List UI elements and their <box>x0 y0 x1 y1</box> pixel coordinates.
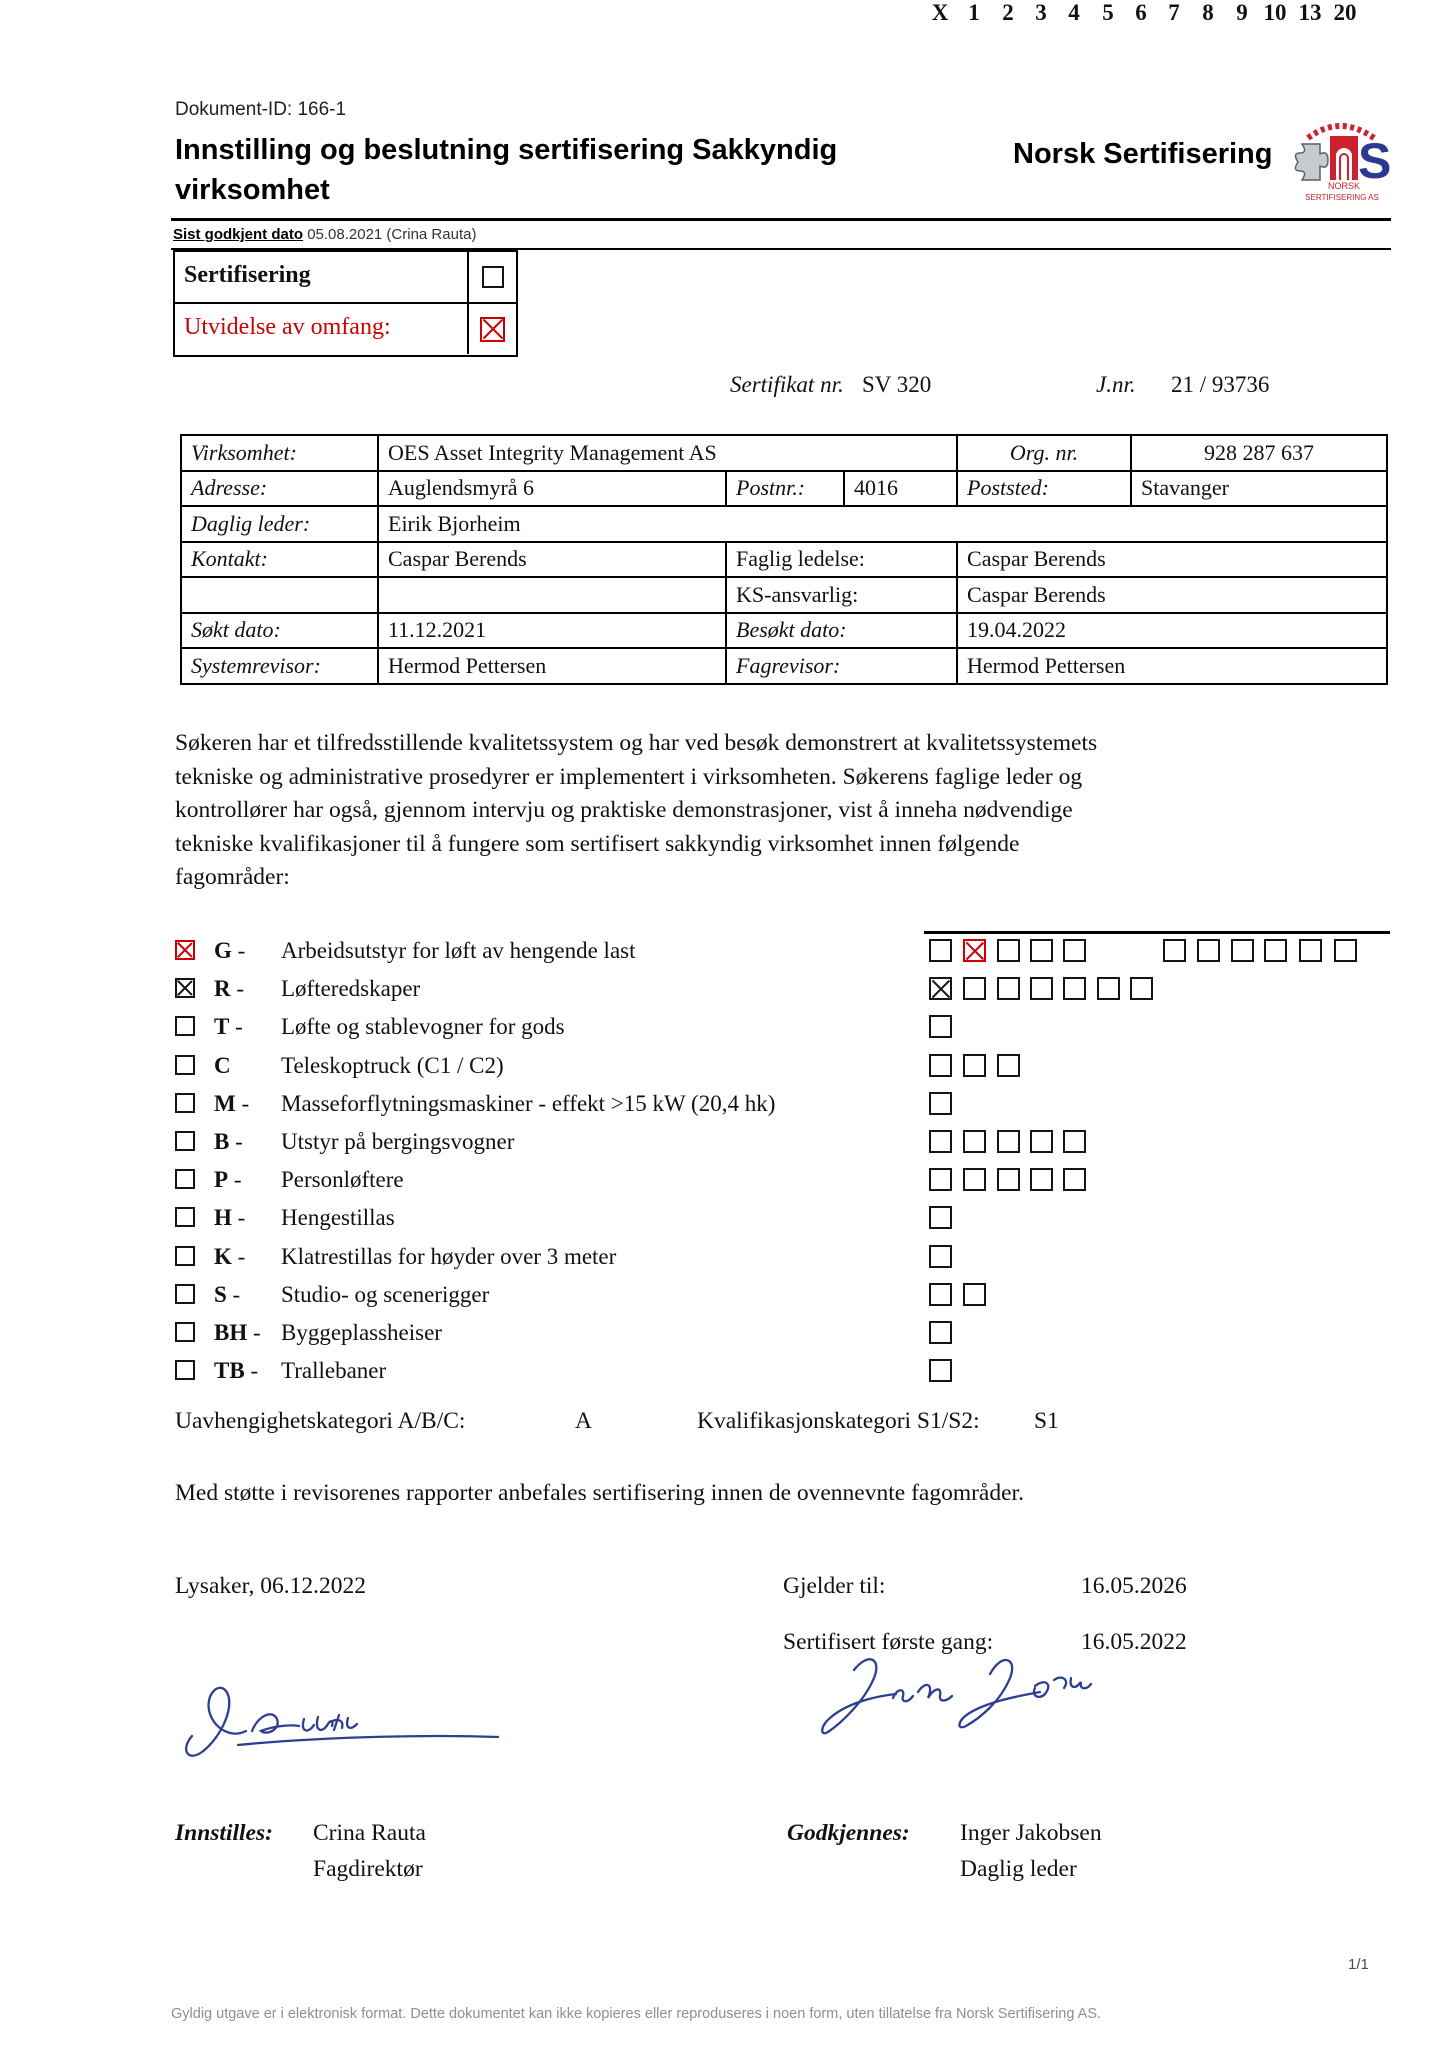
logo-text-line2: SERTIFISERING AS <box>1305 193 1379 202</box>
matrix-checkbox-TB-col0[interactable] <box>929 1359 952 1382</box>
info-cell: Caspar Berends <box>957 577 1387 613</box>
category-checkbox-BH[interactable] <box>175 1322 195 1342</box>
last-approved-label: Sist godkjent dato <box>173 226 304 243</box>
category-checkbox-K[interactable] <box>175 1246 195 1266</box>
matrix-col-header: 7 <box>1168 0 1180 25</box>
matrix-checkbox-G-col8[interactable] <box>1197 939 1220 962</box>
matrix-checkbox-P-col4[interactable] <box>1063 1168 1086 1191</box>
matrix-checkbox-B-col0[interactable] <box>929 1130 952 1153</box>
info-cell: Søkt dato: <box>181 613 378 649</box>
matrix-col-header: 4 <box>1068 0 1080 25</box>
info-cell: 19.04.2022 <box>957 613 1387 649</box>
info-cell: Kontakt: <box>181 542 378 578</box>
category-label: Arbeidsutstyr for løft av hengende last <box>281 938 636 963</box>
matrix-checkbox-R-col5[interactable] <box>1097 977 1120 1000</box>
category-code: M - <box>214 1090 250 1116</box>
info-cell: Postnr.: <box>726 471 844 507</box>
matrix-checkbox-B-col4[interactable] <box>1063 1130 1086 1153</box>
category-label: Studio- og scenerigger <box>281 1281 490 1307</box>
last-approved-bar <box>171 218 1391 250</box>
category-code: R - <box>214 976 245 1002</box>
category-label: Trallebaner <box>281 1358 387 1384</box>
matrix-checkbox-S-col0[interactable] <box>929 1283 952 1306</box>
first-certified-value: 16.05.2022 <box>1081 1629 1187 1655</box>
qualification-label: Kvalifikasjonskategori S1/S2: <box>697 1408 980 1434</box>
info-table <box>180 434 1388 685</box>
matrix-col-header: X <box>931 0 949 25</box>
matrix-checkbox-G-col2[interactable] <box>997 939 1020 962</box>
logo-text-line1: NORSK <box>1327 181 1361 191</box>
category-checkbox-S[interactable] <box>175 1284 195 1304</box>
category-checkbox-R[interactable] <box>175 978 195 998</box>
first-certified-label: Sertifisert første gang: <box>783 1629 994 1655</box>
category-checkbox-T[interactable] <box>175 1016 195 1036</box>
matrix-checkbox-G-col1[interactable] <box>963 939 986 962</box>
info-table-row <box>181 613 1387 649</box>
info-cell: Poststed: <box>957 471 1131 507</box>
info-cell: Besøkt dato: <box>726 613 957 649</box>
category-label: Utstyr på bergingsvogner <box>281 1129 515 1154</box>
proposed-by-name: Crina Rauta <box>313 1820 426 1846</box>
norsk-sertifisering-logo-icon <box>1292 112 1392 212</box>
proposed-by-label: Innstilles: <box>175 1820 273 1846</box>
matrix-col-header: 6 <box>1135 0 1147 25</box>
matrix-checkbox-G-col11[interactable] <box>1299 939 1322 962</box>
category-code: T - <box>214 1014 243 1040</box>
svg-text:S: S <box>1358 133 1392 189</box>
category-label: Løfte og stablevogner for gods <box>281 1014 565 1040</box>
category-label: Hengestillas <box>281 1205 395 1231</box>
valid-to-value: 16.05.2026 <box>1081 1573 1187 1599</box>
matrix-checkbox-P-col3[interactable] <box>1030 1168 1053 1191</box>
jnr-value: 21 / 93736 <box>1171 372 1270 397</box>
matrix-header-underline <box>924 931 1390 934</box>
independence-label: Uavhengighetskategori A/B/C: <box>175 1408 466 1434</box>
info-cell <box>181 577 378 613</box>
category-code: C <box>214 1052 231 1078</box>
matrix-checkbox-H-col0[interactable] <box>929 1206 952 1229</box>
matrix-col-header: 10 <box>1263 0 1287 25</box>
paragraph-line: fagområder: <box>175 864 290 890</box>
signature-inger-jakobsen <box>792 1650 1104 1758</box>
category-code: P - <box>214 1167 242 1193</box>
matrix-checkbox-B-col3[interactable] <box>1030 1130 1053 1153</box>
type-row-utvidelse <box>175 304 516 354</box>
matrix-col-header: 13 <box>1298 0 1322 25</box>
matrix-checkbox-M-col0[interactable] <box>929 1092 952 1115</box>
matrix-checkbox-R-col3[interactable] <box>1030 977 1053 1000</box>
info-table-row <box>181 648 1387 684</box>
info-cell: Eirik Bjorheim <box>378 506 1387 542</box>
utvidelse-checkbox[interactable] <box>480 317 505 342</box>
matrix-checkbox-C-col2[interactable] <box>997 1054 1020 1077</box>
matrix-checkbox-BH-col0[interactable] <box>929 1321 952 1344</box>
info-cell <box>378 577 726 613</box>
category-code: TB - <box>214 1358 259 1384</box>
info-cell: Virksomhet: <box>181 435 378 471</box>
category-code: K - <box>214 1243 246 1269</box>
info-cell: Hermod Pettersen <box>378 648 726 684</box>
matrix-checkbox-C-col0[interactable] <box>929 1054 952 1077</box>
type-row-sertifisering <box>175 252 516 304</box>
info-cell: Systemrevisor: <box>181 648 378 684</box>
valid-to-label: Gjelder til: <box>783 1573 886 1599</box>
info-table-row <box>181 506 1387 542</box>
info-cell: 928 287 637 <box>1131 435 1387 471</box>
assessment-paragraph <box>175 727 1400 895</box>
signature-crina-rauta <box>178 1676 516 1774</box>
page-title: Innstilling og beslutning sertifisering Sakkyndig virksomhet <box>175 134 838 206</box>
approved-by-name: Inger Jakobsen <box>960 1820 1102 1846</box>
sertifikat-nr-label: Sertifikat nr. <box>730 372 844 397</box>
matrix-checkbox-S-col1[interactable] <box>963 1283 986 1306</box>
page-number: 1/1 <box>1348 1956 1369 1973</box>
category-label: Klatrestillas for høyder over 3 meter <box>281 1243 617 1269</box>
category-checkbox-B[interactable] <box>175 1131 195 1151</box>
matrix-checkbox-G-col9[interactable] <box>1231 939 1254 962</box>
matrix-checkbox-R-col0[interactable] <box>929 977 952 1000</box>
info-cell: Caspar Berends <box>378 542 726 578</box>
qualification-value: S1 <box>1034 1408 1059 1434</box>
place-date: Lysaker, 06.12.2022 <box>175 1573 366 1599</box>
info-cell: Auglendsmyrå 6 <box>378 471 726 507</box>
paragraph-line: tekniske og administrative prosedyrer er implementert i virksomheten. Søkerens faglige leder og <box>175 763 1083 790</box>
category-code: H - <box>214 1205 246 1231</box>
matrix-checkbox-K-col0[interactable] <box>929 1245 952 1268</box>
matrix-checkbox-C-col1[interactable] <box>963 1054 986 1077</box>
matrix-col-header: 3 <box>1035 0 1047 25</box>
utvidelse-label: Utvidelse av omfang: <box>175 304 469 354</box>
matrix-col-header: 5 <box>1102 0 1114 25</box>
matrix-col-header: 9 <box>1236 0 1248 25</box>
info-cell: KS-ansvarlig: <box>726 577 957 613</box>
matrix-checkbox-B-col1[interactable] <box>963 1130 986 1153</box>
matrix-checkbox-G-col7[interactable] <box>1163 939 1186 962</box>
matrix-checkbox-R-col2[interactable] <box>997 977 1020 1000</box>
info-cell: Daglig leder: <box>181 506 378 542</box>
info-table-row <box>181 435 1387 471</box>
approved-by-role: Daglig leder <box>960 1856 1077 1882</box>
category-checkbox-H[interactable] <box>175 1207 195 1227</box>
matrix-checkbox-R-col6[interactable] <box>1130 977 1153 1000</box>
category-checkbox-TB[interactable] <box>175 1360 195 1380</box>
category-checkbox-P[interactable] <box>175 1169 195 1189</box>
category-checkbox-M[interactable] <box>175 1093 195 1113</box>
info-table-row <box>181 471 1387 507</box>
info-cell: Caspar Berends <box>957 542 1387 578</box>
approved-by-label: Godkjennes: <box>787 1820 910 1846</box>
info-cell: Fagrevisor: <box>726 648 957 684</box>
footer-disclaimer: Gyldig utgave er i elektronisk format. Dette dokumentet kan ikke kopieres eller reproduseres i noen form, uten tillatelse fra Norsk Sertifisering AS. <box>171 2006 1102 2022</box>
category-checkbox-C[interactable] <box>175 1055 195 1075</box>
info-cell: OES Asset Integrity Management AS <box>378 435 957 471</box>
info-table-row <box>181 542 1387 578</box>
paragraph-line: Søkeren har et tilfredsstillende kvalitetssystem og har ved besøk demonstrert at kvalitetssystemets <box>175 730 1098 756</box>
matrix-checkbox-B-col2[interactable] <box>997 1130 1020 1153</box>
matrix-checkbox-P-col1[interactable] <box>963 1168 986 1191</box>
matrix-col-header: 8 <box>1202 0 1214 25</box>
category-label: Byggeplassheiser <box>281 1320 442 1345</box>
jnr-label: J.nr. <box>1096 372 1136 397</box>
category-label: Teleskoptruck (C1 / C2) <box>281 1052 504 1078</box>
matrix-checkbox-P-col0[interactable] <box>929 1168 952 1191</box>
proposed-by-role: Fagdirektør <box>313 1856 423 1882</box>
paragraph-line: kontrollører har også, gjennom intervju og praktiske demonstrasjoner, vist å inneha nødvendige <box>175 797 1073 823</box>
info-cell: Faglig ledelse: <box>726 542 957 578</box>
info-cell: Org. nr. <box>957 435 1131 471</box>
category-code: G - <box>214 938 246 963</box>
category-code: BH - <box>214 1320 261 1345</box>
matrix-checkbox-T-col0[interactable] <box>929 1015 952 1038</box>
info-table-row <box>181 577 1387 613</box>
category-code: S - <box>214 1281 241 1307</box>
category-checkbox-G[interactable] <box>175 940 195 960</box>
info-cell: Stavanger <box>1131 471 1387 507</box>
category-label: Personløftere <box>281 1167 404 1193</box>
matrix-checkbox-G-col12[interactable] <box>1334 939 1357 962</box>
independence-value: A <box>575 1408 592 1434</box>
matrix-checkbox-R-col1[interactable] <box>963 977 986 1000</box>
paragraph-line: tekniske kvalifikasjoner til å fungere som sertifisert sakkyndig virksomhet innen følgende <box>175 830 1020 857</box>
matrix-checkbox-P-col2[interactable] <box>997 1168 1020 1191</box>
matrix-col-header: 1 <box>968 0 980 25</box>
matrix-checkbox-G-col3[interactable] <box>1030 939 1053 962</box>
category-code: B - <box>214 1129 243 1154</box>
info-cell: 11.12.2021 <box>378 613 726 649</box>
matrix-checkbox-R-col4[interactable] <box>1063 977 1086 1000</box>
category-label: Masseforflytningsmaskiner - effekt >15 kW (20,4 hk) <box>281 1090 776 1116</box>
category-label: Løfteredskaper <box>281 976 421 1002</box>
info-cell: Adresse: <box>181 471 378 507</box>
matrix-checkbox-G-col10[interactable] <box>1264 939 1287 962</box>
matrix-checkbox-G-col0[interactable] <box>929 939 952 962</box>
org-name: Norsk Sertifisering <box>1013 138 1273 170</box>
matrix-col-header: 20 <box>1333 0 1357 25</box>
matrix-col-header: 2 <box>1002 0 1014 25</box>
info-cell: 4016 <box>844 471 957 507</box>
document-id: Dokument-ID: 166-1 <box>175 99 347 120</box>
sertifikat-nr-value: SV 320 <box>862 372 932 397</box>
recommendation-text: Med støtte i revisorenes rapporter anbefales sertifisering innen de ovennevnte fagområder. <box>175 1480 1024 1506</box>
last-approved-value: 05.08.2021 (Crina Rauta) <box>307 226 477 243</box>
sertifisering-label: Sertifisering <box>175 252 469 302</box>
info-cell: Hermod Pettersen <box>957 648 1387 684</box>
matrix-checkbox-G-col4[interactable] <box>1063 939 1086 962</box>
certification-type-box <box>173 250 518 357</box>
sertifisering-checkbox[interactable] <box>482 266 504 288</box>
